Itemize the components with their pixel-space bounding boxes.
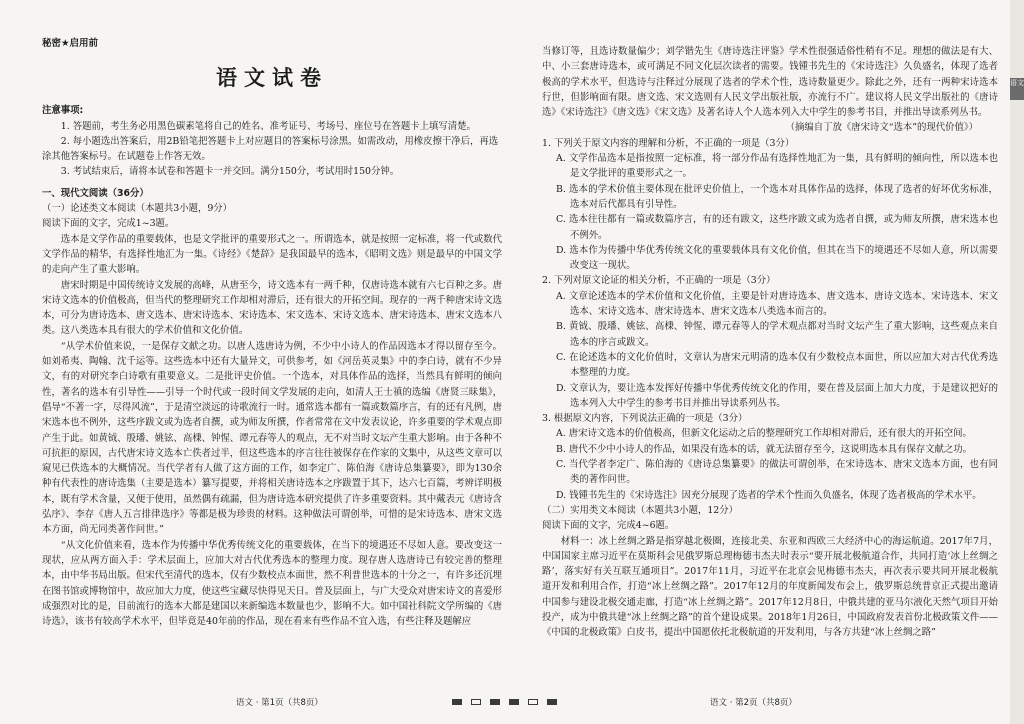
option-a: A. 文学作品选本是指按照一定标准，将一部分作品有选择性地汇为一集，具有鲜明的倾向性，所以选本也是文学批评的重要形式之一。 (556, 153, 998, 180)
mark-solid (490, 699, 500, 705)
page-edge (1010, 0, 1024, 724)
footer-page-2: 语文 · 第2页（共8页） (710, 698, 797, 708)
option-b: B. 黄钺、殷璠、姚铉、高棅、钟惺、谭元春等人的学术观点都对当时文坛产生了重大影响，这些观点来自选本的序言或跋文。 (556, 321, 998, 348)
source-citation: （摘编自丁放《唐宋诗文“选本”的现代价值》） (785, 122, 978, 134)
mark-solid (547, 699, 557, 705)
note-3: 3. 考试结束后，请将本试卷和答题卡一并交回。满分150分，考试用时150分钟。 (60, 166, 400, 178)
note-2: 2. 每小题选出答案后，用2B铅笔把答题卡上对应题目的答案标号涂黑。如需改动，用橡皮擦干净后，再选涂其他答案标号。在试题卷上作答无效。 (42, 135, 499, 163)
material-1: 材料一：冰上丝绸之路是指穿越北极圈，连接北美、东亚和西欧三大经济中心的海运航道。2017年7月，中国国家主席习近平在莫斯科会见俄罗斯总理梅德韦杰夫时表示“要开展北极航道合作，共同打造‘冰上丝绸之路’，落实好有关互联互通项目”。2017年11月，习近平在北京会见梅德韦杰夫，再次表示要共同开展北极航道开发和利用合作，打造“冰上丝绸之路”。2017年12月的年度新闻发布会上，俄罗斯总统普京正式提出邀请中国参与建设北极交通走廊，打造“冰上丝绸之路”。2017年12月8日，中俄共建的亚马尔液化天然气项目开始投产，成为中俄共建“冰上丝绸之路”的首个建设成果。2018年1月26日，中国政府发表首份北极政策文件——《中国的北极政策》白皮书，提出中国愿依托北极航道的开发利用，与各方共建“冰上丝绸之路” (542, 535, 998, 639)
paragraph: 选本是文学作品的重要载体，也是文学批评的重要形式之一。所谓选本，就是按照一定标准，将一代或数代文学作品的精华，有选择性地汇为一集。《诗经》《楚辞》是我国最早的选本，《昭明文选》则是最早的中国文学的走向产生了重大影响。 (42, 233, 502, 276)
option-b: B. 选本的学术价值主要体现在批评史价值上，一个选本对具体作品的选择，体现了选者的好坏优劣标准，选本对后代都具有引导性。 (556, 183, 998, 210)
instruction: 阅读下面的文字，完成1~3题。 (42, 218, 175, 230)
option-a: A. 唐宋诗文选本的价值极高，但新文化运动之后的整理研究工作却相对滞后，还有很大的开拓空间。 (556, 428, 972, 440)
option-d: D. 选本作为传播中华优秀传统文化的重要载体具有文化价值，但其在当下的境遇还不尽如人意，所以需要改变这一现状。 (556, 244, 998, 272)
subsection-heading: （一）论述类文本阅读（本题共3小题，9分） (42, 203, 233, 215)
paragraph-continued: 当修订等，且选诗数量偏少；刘学锴先生《唐诗选注评鉴》学术性很强适俗性稍有不足。理想的做法是有大、中、小三套唐诗选本，或可满足不同文化层次读者的需要。钱锺书先生的《宋诗选注》久负盛名，体现了选者极高的学术水平，但选诗与注释过分展现了选者的学术个性，选诗数量更少。除此之外，还有一两种宋诗选本行世，但影响面有限。唐文选、宋文选则有人民文学出版社版，亦流行不广。建议将人民文学出版社的《唐诗选》《宋诗选注》《唐文选》《宋文选》及著名诗人个人选本列入大中学生的参考书目，并推出导读系列丛书。 (542, 46, 998, 119)
option-d: D. 钱锺书先生的《宋诗选注》因充分展现了选者的学术个性而久负盛名，体现了选者极高的学术水平。 (556, 489, 982, 501)
question-3-stem: 3. 根据原文内容，下列说法正确的一项是（3分） (542, 413, 748, 425)
notes-heading: 注意事项: (42, 105, 84, 117)
note-1: 1. 答题前，考生务必用黑色碳素笔将自己的姓名、准考证号、考场号、座位号在答题卡上填写清楚。 (60, 120, 476, 132)
mark-solid (509, 699, 519, 705)
paragraph: “从学术价值来说，一是保存文献之功。以唐人选唐诗为例，不少中小诗人的作品因选本才得以留存至今。如刘希夷、陶翰、沈千运等。这些选本中还有大量异文，可供参考，如《河岳英灵集》中的李白诗，就有不少异文，有的对研究李白诗歌有重要意义。二是批评史价值。一个选本，对具体作品的选择，当然具有鲜明的倾向性，著名的选本有引导性——引导一个时代或一段时间文学发展的走向，如清人王士禛的选编《唐贤三昧集》，倡导“不著一字，尽得风流”，于是清空淡远的诗歌流行一时。通常选本都有一篇或数篇序言，有的还有凡例，唐宋选本也不例外，这些序跋文或为选者自撰，或为师友所撰，作者常常在文中发表议论，许多重要的学术观点即产生于此。如黄钺、殷璠、姚铉、高棅、钟惺、谭元春等人的观点，无不对当时文坛产生重大影响。由于各种不可抗拒的原因，古代唐宋诗文选本亡佚者过半，但这些选本的序言往往被保存在作家的文集中，从这些文章可以窥见已佚选本的大概情况。当代学者有人做了这方面的工作，如李定广、陈伯海《唐诗总集纂要》，即为130余种有代表性的唐诗选集（主要是选本）纂写提要，并将相关唐诗选本之序跋置于其下，达六七百篇，考辨详明极本，既有学术含量，又便于使用，虽然偶有疏漏，但为唐诗选本研究提供了许多重要资料。其中戴表元《唐诗含弘序》、李存《唐人五言排律选序》等都是极为珍贵的材料。这种做法可谓创举，可惜的是宋诗选本、唐宋文选本方面，尚无同类著作问世。” (42, 340, 502, 536)
paragraph: 唐宋时期是中国传统诗文发展的高峰，从唐至今，诗文选本有一两千种，仅唐诗选本就有六七百种之多。唐宋诗文选本的价值极高，但当代的整理研究工作却相对滞后，还有很大的开拓空间。现存的一两千种唐宋诗文选本，可分为唐诗选本、唐文选本、唐宋诗选本、宋诗选本、宋文选本、宋诗文选本、唐宋诗选本、唐宋文选本八类。这八类选本具有很大的学术价值和文化价值。 (42, 279, 502, 337)
instruction-2: 阅读下面的文字，完成4~6题。 (542, 520, 675, 532)
secret-label: 秘密★启用前 (42, 38, 99, 49)
option-c: C. 选本往往都有一篇或数篇序言，有的还有跋文，这些序跋文或为选者自撰，或为师友所撰，唐宋选本也不例外。 (556, 214, 998, 241)
section-heading: 一、现代文阅读（36分） (42, 187, 149, 199)
mark-hollow (528, 699, 538, 705)
page-2 (520, 0, 1010, 724)
registration-marks (452, 699, 557, 705)
mark-solid (452, 699, 462, 705)
question-2-stem: 2. 下列对原文论证的相关分析，不正确的一项是（3分） (542, 275, 776, 287)
option-d: D. 文章认为，要让选本发挥好传播中华优秀传统文化的作用，要在普及层面上加大力度，于是建议把好的选本列入大中学生的参考书目并推出导读系列丛书。 (556, 382, 998, 409)
option-c: C. 当代学者李定广、陈伯海的《唐诗总集纂要》的做法可谓创举，在宋诗选本、唐宋文选本方面，也有同类的著作问世。 (556, 459, 998, 486)
subsection-heading-2: （二）实用类文本阅读（本题共3小题，12分） (542, 504, 739, 516)
question-1-stem: 1. 下列关于原文内容的理解和分析，不正确的一项是（3分） (542, 137, 795, 149)
subject-tab: 语文 (1010, 78, 1024, 100)
paragraph: “从文化价值来看，选本作为传播中华优秀传统文化的重要载体，在当下的境遇还不尽如人意。要改变这一现状，应从两方面入手：学术层面上，应加大对古代优秀选本的整理力度。现存唐人选唐诗已有较完善的整理本，由中华书局出版。但宋代至清代的选本，仅有少数校点本面世，然不利普世选本的十分之一，有许多还沉埋在图书馆或博物馆中，故应加大力度，使这些宝藏尽快得见天日。普及层面上，与广大受众对唐宋诗文的喜爱形成强烈对比的是，目前流行的选本大都是建国以来新编选本数量也少，影响不大。如中国社科院文学所编的《唐诗选》，该书有较高学术水平，但毕竟是40年前的作品，现在看来有些作品不宜入选，有些注释及题解应 (42, 539, 502, 628)
mark-hollow (471, 699, 481, 705)
footer-page-1: 语文 · 第1页（共8页） (236, 698, 323, 708)
option-c: C. 在论述选本的文化价值时，文章认为唐宋元明清的选本仅有少数校点本面世，所以应加大对古代优秀选本整理的力度。 (556, 351, 998, 379)
option-a: A. 文章论述选本的学术价值和文化价值，主要是针对唐诗选本、唐文选本、唐诗文选本、宋诗选本、宋文选本、宋诗文选本、唐宋诗选本、唐宋文选本八类选本而言的。 (556, 290, 998, 318)
page-title: 语文试卷 (216, 65, 328, 91)
option-b: B. 唐代不少中小诗人的作品，如果没有选本的话，就无法留存至今，这说明选本具有保存文献之功。 (556, 443, 972, 455)
